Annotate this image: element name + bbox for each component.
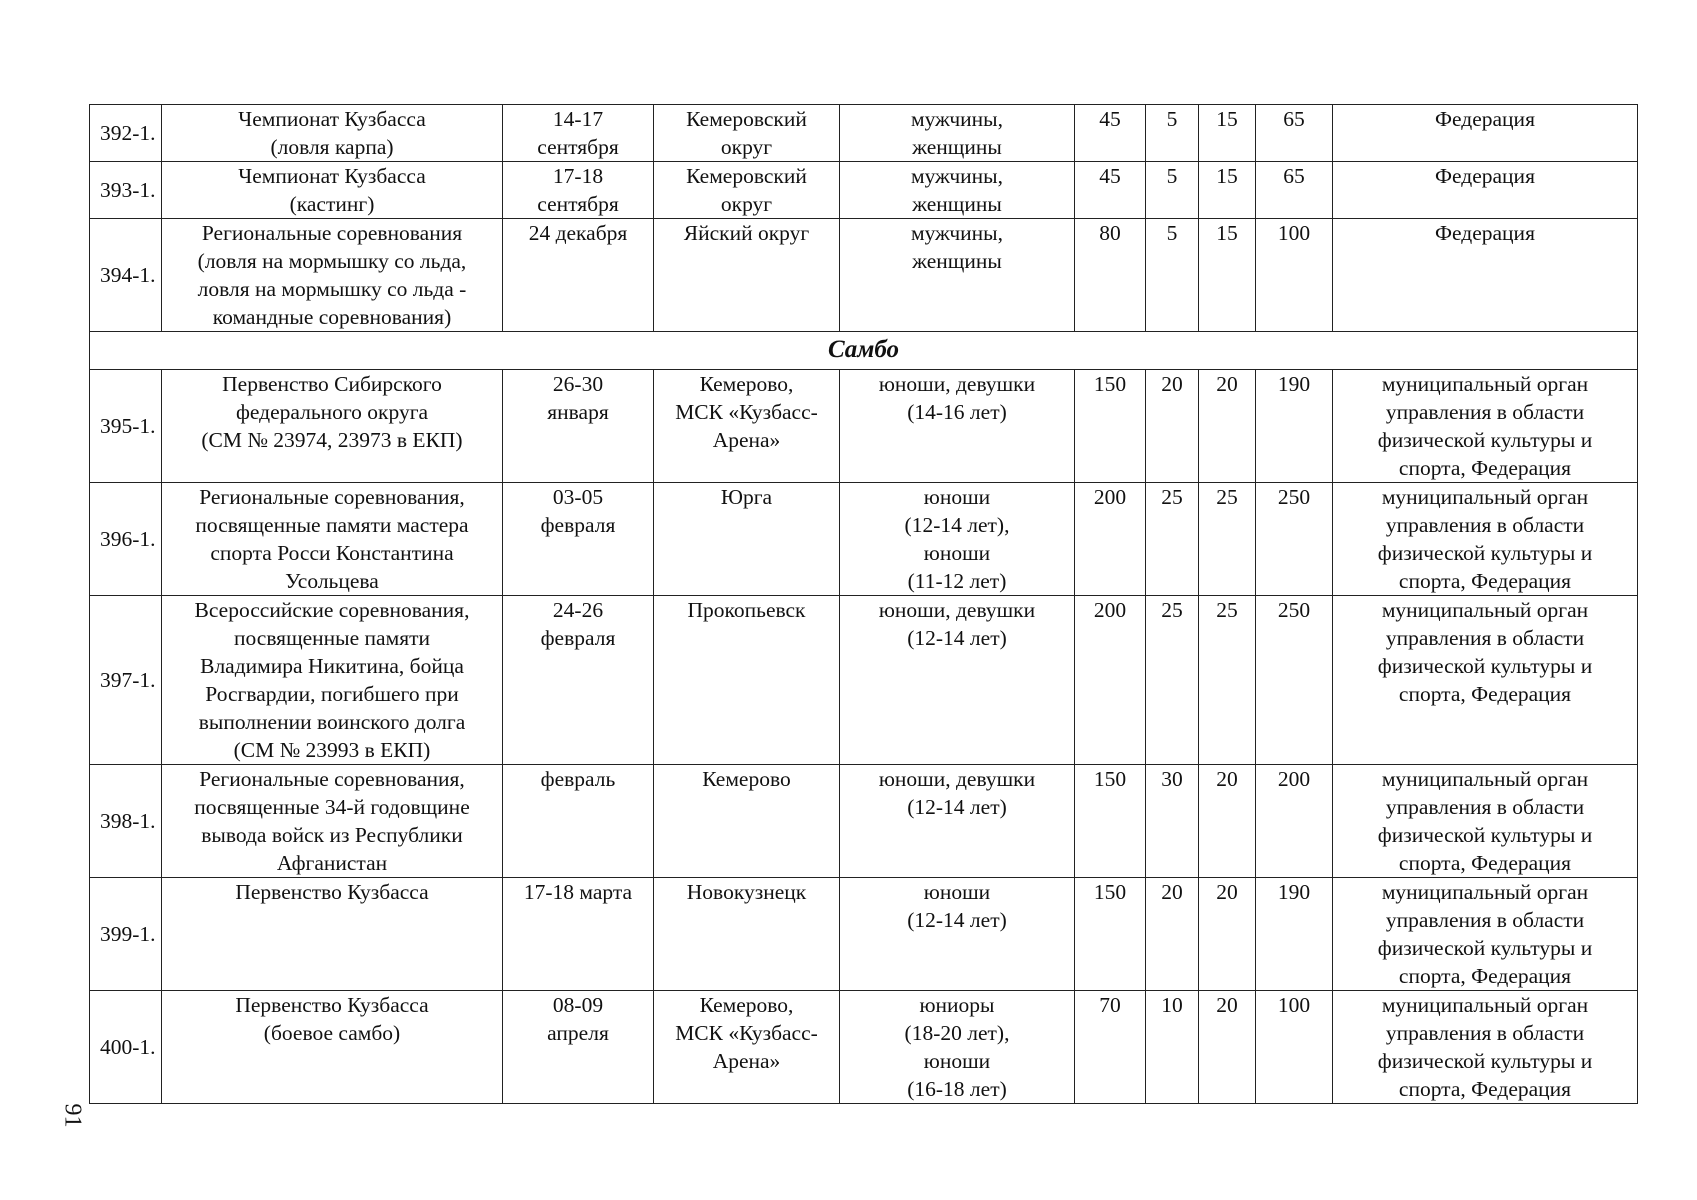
- cell-text-line: Первенство Кузбасса: [235, 880, 429, 904]
- cell-text-line: округ: [720, 135, 773, 159]
- cell-text-line: (12-14 лет): [907, 795, 1007, 819]
- cell-text-line: посвященные памяти: [233, 626, 430, 650]
- cell-text-line: февраля: [540, 513, 616, 537]
- cell-text-line: юноши, девушки: [878, 372, 1036, 396]
- cell-text-line: Юрга: [720, 485, 773, 509]
- cell-text-line: юноши, девушки: [878, 767, 1036, 791]
- total-count-cell: 190: [1256, 370, 1333, 483]
- cell-text-line: физической культуры и: [1377, 428, 1593, 452]
- cell-text-line: 03-05: [552, 485, 604, 509]
- participants-count-cell: 80: [1075, 219, 1146, 332]
- cell-text-line: муниципальный орган: [1381, 598, 1589, 622]
- event-date-cell: [503, 105, 654, 162]
- cell-text-line: юноши: [923, 1049, 991, 1073]
- judges-count-cell: 20: [1199, 765, 1256, 878]
- event-place-cell: [654, 991, 840, 1104]
- total-count-cell: 250: [1256, 483, 1333, 596]
- cell-text-line: вывода войск из Республики: [201, 823, 463, 847]
- cell-text-line: муниципальный орган: [1381, 372, 1589, 396]
- event-name-cell: [162, 219, 503, 332]
- participants-count-cell: 200: [1075, 483, 1146, 596]
- participants-count-cell: 70: [1075, 991, 1146, 1104]
- cell-text-line: сентября: [537, 192, 619, 216]
- section-header-row-group: [90, 332, 1638, 370]
- event-name-cell: [162, 765, 503, 878]
- cell-text-line: Первенство Сибирского: [222, 372, 442, 396]
- event-date-cell: [503, 162, 654, 219]
- participants-cell: [840, 219, 1075, 332]
- judges-count-cell: 15: [1199, 162, 1256, 219]
- cell-text-line: спорта, Федерация: [1398, 1077, 1572, 1101]
- cell-text-line: апреля: [547, 1021, 609, 1045]
- coaches-count-cell: 25: [1146, 596, 1199, 765]
- cell-text-line: Всероссийские соревнования,: [194, 598, 470, 622]
- cell-text-line: Арена»: [712, 1049, 781, 1073]
- judges-count-cell: 20: [1199, 991, 1256, 1104]
- participants-count-cell: 150: [1075, 878, 1146, 991]
- cell-text-line: 14-17: [552, 107, 604, 131]
- cell-text-line: спорта, Федерация: [1398, 964, 1572, 988]
- event-place-cell: [654, 483, 840, 596]
- table-row: [90, 105, 1638, 162]
- coaches-count-cell: 20: [1146, 878, 1199, 991]
- row-number-cell: 397-1.: [90, 596, 162, 765]
- cell-text-line: Прокопьевск: [687, 598, 806, 622]
- event-place-cell: [654, 219, 840, 332]
- table-row: [90, 219, 1638, 332]
- event-date-cell: [503, 765, 654, 878]
- total-count-cell: 190: [1256, 878, 1333, 991]
- cell-text-line: физической культуры и: [1377, 1049, 1593, 1073]
- cell-text-line: 17-18 марта: [523, 880, 633, 904]
- coaches-count-cell: 5: [1146, 105, 1199, 162]
- event-name-cell: [162, 105, 503, 162]
- event-place-cell: [654, 765, 840, 878]
- cell-text-line: муниципальный орган: [1381, 767, 1589, 791]
- participants-cell: [840, 765, 1075, 878]
- cell-text-line: Федерация: [1435, 164, 1535, 188]
- total-count-cell: 100: [1256, 219, 1333, 332]
- cell-text-line: управления в области: [1385, 795, 1585, 819]
- cell-text-line: муниципальный орган: [1381, 993, 1589, 1017]
- cell-text-line: физической культуры и: [1377, 936, 1593, 960]
- cell-text-line: женщины: [912, 249, 1002, 273]
- cell-text-line: мужчины,: [910, 164, 1004, 188]
- cell-text-line: (14-16 лет): [907, 400, 1007, 424]
- cell-text-line: спорта Росси Константина: [210, 541, 454, 565]
- cell-text-line: спорта, Федерация: [1398, 682, 1572, 706]
- event-date-cell: [503, 370, 654, 483]
- table-body-fishing: [90, 105, 1638, 332]
- cell-text-line: (кастинг): [289, 192, 375, 216]
- cell-text-line: 24 декабря: [528, 221, 628, 245]
- cell-text-line: посвященные памяти мастера: [195, 513, 469, 537]
- participants-cell: [840, 483, 1075, 596]
- event-date-cell: [503, 991, 654, 1104]
- participants-cell: [840, 596, 1075, 765]
- coaches-count-cell: 5: [1146, 219, 1199, 332]
- cell-text-line: физической культуры и: [1377, 541, 1593, 565]
- event-place-cell: [654, 596, 840, 765]
- event-place-cell: [654, 105, 840, 162]
- cell-text-line: федерального округа: [235, 400, 429, 424]
- cell-text-line: февраль: [540, 767, 616, 791]
- row-number-cell: 400-1.: [90, 991, 162, 1104]
- judges-count-cell: 25: [1199, 596, 1256, 765]
- organizer-cell: [1333, 162, 1638, 219]
- cell-text-line: мужчины,: [910, 221, 1004, 245]
- cell-text-line: физической культуры и: [1377, 654, 1593, 678]
- participants-count-cell: 150: [1075, 765, 1146, 878]
- cell-text-line: Яйский округ: [683, 221, 810, 245]
- table-row: [90, 483, 1638, 596]
- row-number-cell: 396-1.: [90, 483, 162, 596]
- row-number-cell: 392-1.: [90, 105, 162, 162]
- cell-text-line: командные соревнования): [212, 305, 452, 329]
- cell-text-line: муниципальный орган: [1381, 485, 1589, 509]
- cell-text-line: юноши: [923, 485, 991, 509]
- cell-text-line: (16-18 лет): [907, 1077, 1007, 1101]
- event-date-cell: [503, 596, 654, 765]
- row-number-cell: 393-1.: [90, 162, 162, 219]
- cell-text-line: Региональные соревнования,: [199, 767, 465, 791]
- cell-text-line: (боевое самбо): [263, 1021, 401, 1045]
- cell-text-line: февраля: [540, 626, 616, 650]
- total-count-cell: 100: [1256, 991, 1333, 1104]
- judges-count-cell: 20: [1199, 370, 1256, 483]
- judges-count-cell: 15: [1199, 105, 1256, 162]
- cell-text-line: женщины: [912, 135, 1002, 159]
- cell-text-line: Кемерово,: [699, 372, 794, 396]
- cell-text-line: юноши: [923, 541, 991, 565]
- participants-count-cell: 45: [1075, 105, 1146, 162]
- coaches-count-cell: 10: [1146, 991, 1199, 1104]
- cell-text-line: спорта, Федерация: [1398, 456, 1572, 480]
- cell-text-line: юниоры: [919, 993, 995, 1017]
- cell-text-line: управления в области: [1385, 513, 1585, 537]
- total-count-cell: 200: [1256, 765, 1333, 878]
- cell-text-line: Первенство Кузбасса: [235, 993, 429, 1017]
- organizer-cell: [1333, 483, 1638, 596]
- cell-text-line: (18-20 лет),: [904, 1021, 1010, 1045]
- cell-text-line: Федерация: [1435, 107, 1535, 131]
- participants-cell: [840, 105, 1075, 162]
- cell-text-line: управления в области: [1385, 1021, 1585, 1045]
- event-place-cell: [654, 370, 840, 483]
- total-count-cell: 250: [1256, 596, 1333, 765]
- cell-text-line: мужчины,: [910, 107, 1004, 131]
- organizer-cell: [1333, 765, 1638, 878]
- row-number-cell: 395-1.: [90, 370, 162, 483]
- cell-text-line: юноши, девушки: [878, 598, 1036, 622]
- judges-count-cell: 25: [1199, 483, 1256, 596]
- cell-text-line: округ: [720, 192, 773, 216]
- cell-text-line: МСК «Кузбасс-: [675, 400, 818, 424]
- cell-text-line: управления в области: [1385, 626, 1585, 650]
- row-number-cell: 398-1.: [90, 765, 162, 878]
- cell-text-line: спорта, Федерация: [1398, 851, 1572, 875]
- event-name-cell: [162, 162, 503, 219]
- judges-count-cell: 20: [1199, 878, 1256, 991]
- cell-text-line: 24-26: [552, 598, 604, 622]
- organizer-cell: [1333, 991, 1638, 1104]
- cell-text-line: Владимира Никитина, бойца: [200, 654, 464, 678]
- cell-text-line: (СМ № 23974, 23973 в ЕКП): [201, 428, 463, 452]
- cell-text-line: Афганистан: [276, 851, 388, 875]
- cell-text-line: Федерация: [1435, 221, 1535, 245]
- table-row: [90, 596, 1638, 765]
- organizer-cell: [1333, 219, 1638, 332]
- cell-text-line: выполнении воинского долга: [198, 710, 466, 734]
- coaches-count-cell: 20: [1146, 370, 1199, 483]
- cell-text-line: Чемпионат Кузбасса: [238, 107, 426, 131]
- cell-text-line: Кемерово,: [699, 993, 794, 1017]
- cell-text-line: (12-14 лет),: [904, 513, 1010, 537]
- cell-text-line: (СМ № 23993 в ЕКП): [233, 738, 431, 762]
- cell-text-line: физической культуры и: [1377, 823, 1593, 847]
- cell-text-line: Кемерово: [702, 767, 791, 791]
- section-title: Самбо: [90, 332, 1638, 370]
- cell-text-line: (12-14 лет): [907, 626, 1007, 650]
- event-date-cell: [503, 878, 654, 991]
- table-row: [90, 370, 1638, 483]
- cell-text-line: юноши: [923, 880, 991, 904]
- organizer-cell: [1333, 370, 1638, 483]
- coaches-count-cell: 25: [1146, 483, 1199, 596]
- total-count-cell: 65: [1256, 162, 1333, 219]
- participants-cell: [840, 370, 1075, 483]
- events-table: [89, 104, 1638, 1104]
- participants-count-cell: 45: [1075, 162, 1146, 219]
- table-body-sambo: [90, 370, 1638, 1104]
- cell-text-line: женщины: [912, 192, 1002, 216]
- cell-text-line: управления в области: [1385, 908, 1585, 932]
- cell-text-line: Чемпионат Кузбасса: [238, 164, 426, 188]
- cell-text-line: муниципальный орган: [1381, 880, 1589, 904]
- cell-text-line: сентября: [537, 135, 619, 159]
- cell-text-line: Региональные соревнования,: [199, 485, 465, 509]
- event-name-cell: [162, 596, 503, 765]
- table-row: [90, 878, 1638, 991]
- page-number: 91: [59, 1103, 86, 1128]
- participants-cell: [840, 162, 1075, 219]
- event-place-cell: [654, 878, 840, 991]
- cell-text-line: (12-14 лет): [907, 908, 1007, 932]
- coaches-count-cell: 5: [1146, 162, 1199, 219]
- cell-text-line: спорта, Федерация: [1398, 569, 1572, 593]
- event-name-cell: [162, 483, 503, 596]
- cell-text-line: Росгвардии, погибшего при: [205, 682, 459, 706]
- cell-text-line: Новокузнецк: [686, 880, 807, 904]
- table-row: [90, 162, 1638, 219]
- table-row: [90, 765, 1638, 878]
- cell-text-line: (ловля карпа): [270, 135, 394, 159]
- event-place-cell: [654, 162, 840, 219]
- row-number-cell: 399-1.: [90, 878, 162, 991]
- coaches-count-cell: 30: [1146, 765, 1199, 878]
- judges-count-cell: 15: [1199, 219, 1256, 332]
- cell-text-line: (11-12 лет): [907, 569, 1007, 593]
- organizer-cell: [1333, 878, 1638, 991]
- organizer-cell: [1333, 596, 1638, 765]
- row-number-cell: 394-1.: [90, 219, 162, 332]
- cell-text-line: (ловля на мормышку со льда,: [197, 249, 467, 273]
- table-row: [90, 991, 1638, 1104]
- cell-text-line: 08-09: [552, 993, 604, 1017]
- cell-text-line: января: [547, 400, 609, 424]
- event-name-cell: [162, 991, 503, 1104]
- cell-text-line: Кемеровский: [686, 107, 807, 131]
- event-date-cell: [503, 219, 654, 332]
- participants-count-cell: 150: [1075, 370, 1146, 483]
- cell-text-line: Усольцева: [285, 569, 379, 593]
- cell-text-line: Региональные соревнования: [201, 221, 463, 245]
- cell-text-line: 17-18: [552, 164, 604, 188]
- total-count-cell: 65: [1256, 105, 1333, 162]
- cell-text-line: посвященные 34-й годовщине: [194, 795, 470, 819]
- event-name-cell: [162, 878, 503, 991]
- event-name-cell: [162, 370, 503, 483]
- cell-text-line: Арена»: [712, 428, 781, 452]
- cell-text-line: ловля на мормышку со льда -: [197, 277, 467, 301]
- cell-text-line: МСК «Кузбасс-: [675, 1021, 818, 1045]
- participants-count-cell: 200: [1075, 596, 1146, 765]
- section-header-row: [90, 332, 1638, 370]
- cell-text-line: Кемеровский: [686, 164, 807, 188]
- participants-cell: [840, 878, 1075, 991]
- participants-cell: [840, 991, 1075, 1104]
- cell-text-line: управления в области: [1385, 400, 1585, 424]
- event-date-cell: [503, 483, 654, 596]
- cell-text-line: 26-30: [552, 372, 604, 396]
- organizer-cell: [1333, 105, 1638, 162]
